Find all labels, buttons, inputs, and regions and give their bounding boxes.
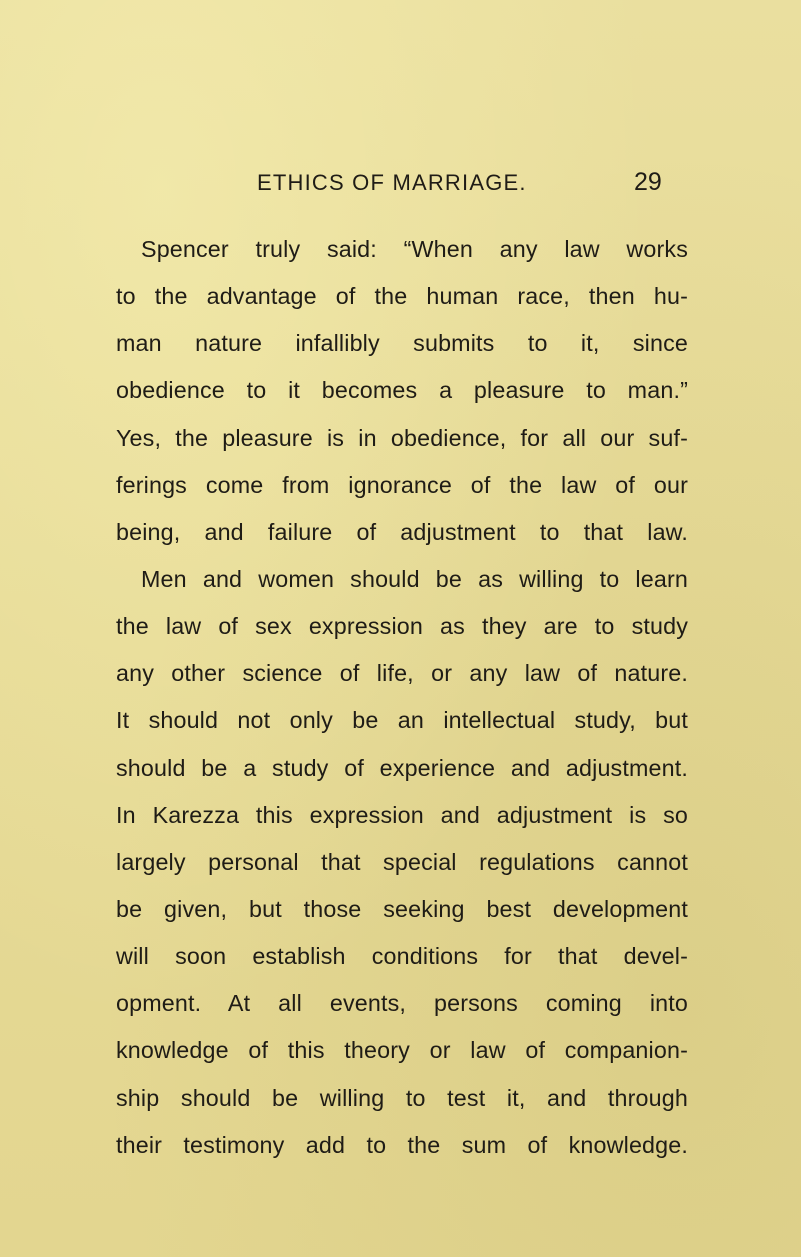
body-text (116, 226, 688, 1169)
text-line: largely personal that special regulations cannot (116, 848, 688, 875)
page-number: 29 (634, 168, 662, 196)
text-line: Spencer truly said: “When any law works (141, 236, 688, 262)
text-line: the law of sex expression as they are to study (116, 613, 688, 640)
text-line: It should not only be an intellectual study, but (116, 707, 688, 734)
text-line: opment. At all events, persons coming into (116, 990, 688, 1017)
text-line: Men and women should be as willing to learn (141, 565, 688, 592)
text-line: knowledge of this theory or law of companion- (116, 1037, 688, 1064)
text-line: will soon establish conditions for that devel- (116, 943, 688, 970)
text-line: their testimony add to the sum of knowledge. (116, 1131, 688, 1158)
text-line: being, and failure of adjustment to that law. (116, 518, 688, 545)
text-line: obedience to it becomes a pleasure to man.” (116, 377, 688, 404)
text-line: to the advantage of the human race, then hu- (116, 283, 688, 310)
text-line: man nature infallibly submits to it, since (116, 330, 688, 357)
text-line: should be a study of experience and adjustment. (116, 754, 688, 781)
text-line: ferings come from ignorance of the law of our (116, 471, 688, 498)
text-line: In Karezza this expression and adjustment is so (116, 801, 688, 828)
text-line: Yes, the pleasure is in obedience, for all our suf- (116, 424, 688, 451)
running-head: ETHICS OF MARRIAGE. (257, 170, 527, 195)
text-line: ship should be willing to test it, and through (116, 1084, 688, 1111)
text-line: be given, but those seeking best development (116, 895, 688, 922)
text-line: any other science of life, or any law of nature. (116, 660, 688, 687)
